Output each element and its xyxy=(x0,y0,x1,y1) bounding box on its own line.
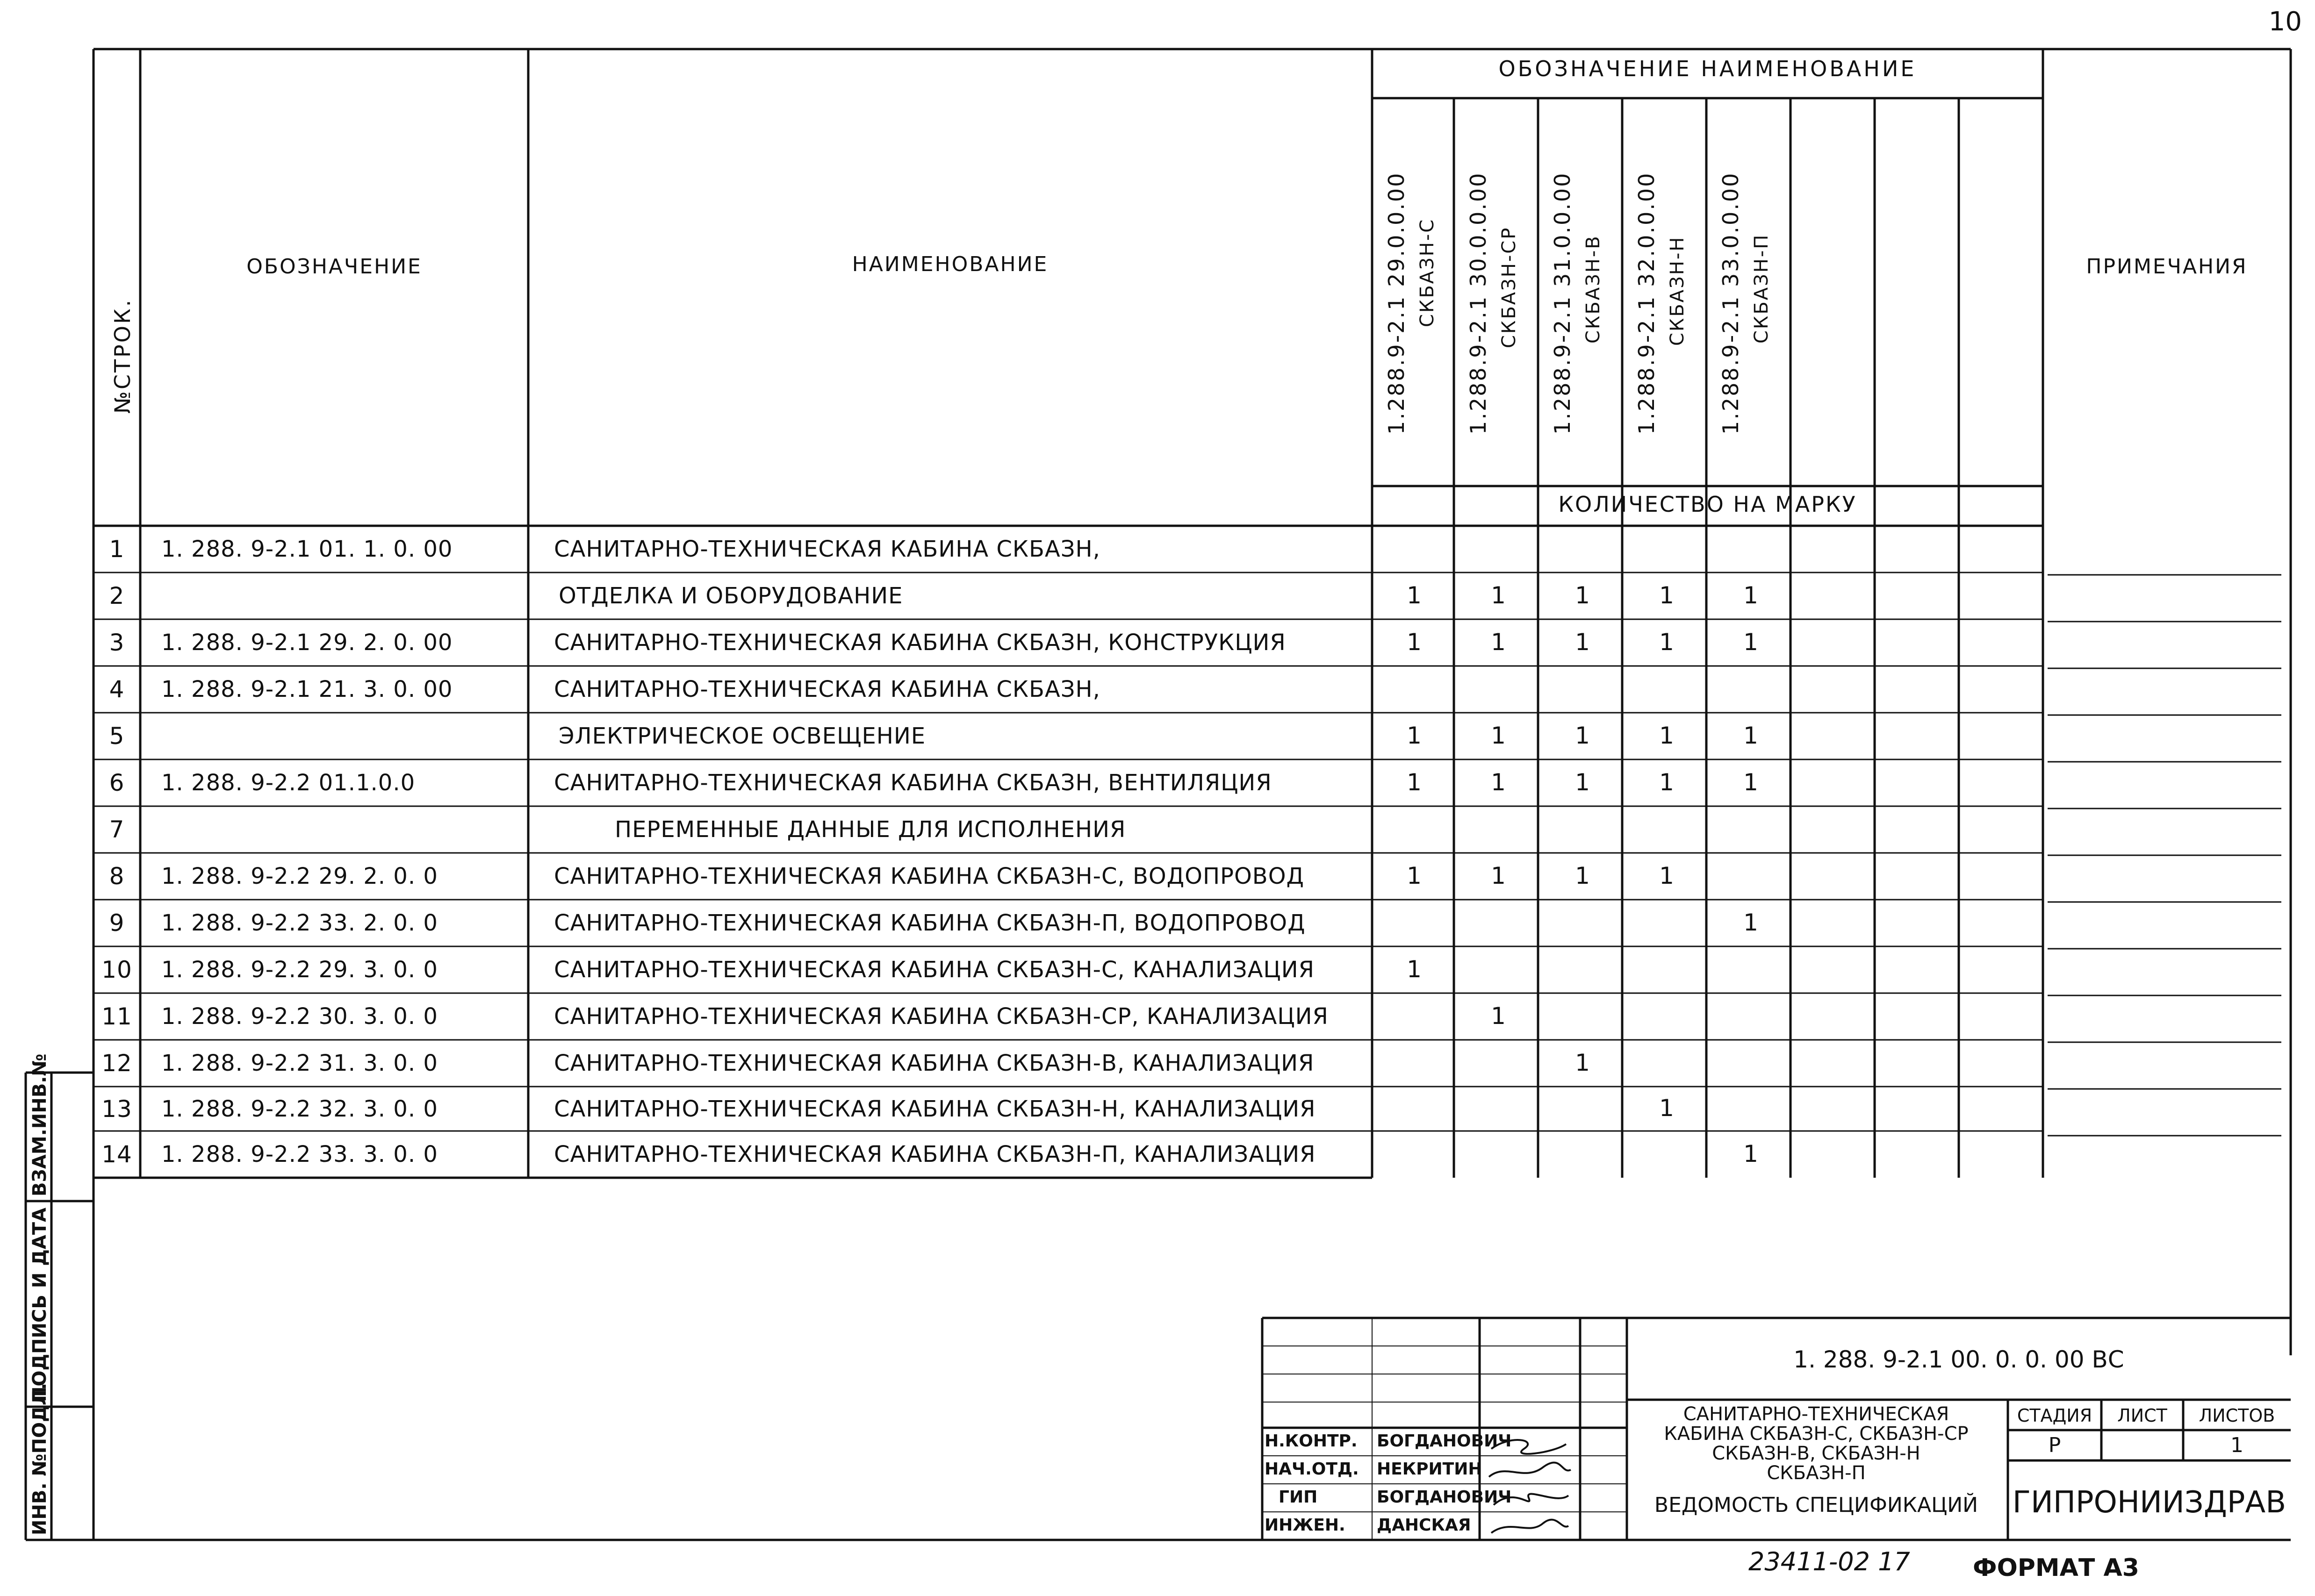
qty-cell: 1 xyxy=(1491,722,1506,749)
row-code: 1. 288. 9-2.2 01.1.0.0 xyxy=(161,770,416,796)
row-name: САНИТАРНО-ТЕХНИЧЕСКАЯ КАБИНА СКБАЗН-СР, КАНАЛИЗАЦИЯ xyxy=(554,1003,1329,1030)
row-number: 5 xyxy=(109,723,125,750)
variant-code: 1.288.9-2.1 30.0.0.00 xyxy=(1466,172,1491,435)
row-name: САНИТАРНО-ТЕХНИЧЕСКАЯ КАБИНА СКБАЗН, КОНСТРУКЦИЯ xyxy=(554,630,1286,656)
qty-cell: 1 xyxy=(1743,582,1758,609)
variant-code: 1.288.9-2.1 33.0.0.00 xyxy=(1718,172,1743,435)
row-code: 1. 288. 9-2.2 33. 3. 0. 0 xyxy=(161,1141,438,1167)
row-name: ЭЛЕКТРИЧЕСКОЕ ОСВЕЩЕНИЕ xyxy=(559,723,926,749)
qty-cell: 1 xyxy=(1575,582,1590,609)
header-name: НАИМЕНОВАНИЕ xyxy=(852,252,1049,276)
row-code: 1. 288. 9-2.2 29. 2. 0. 0 xyxy=(161,863,438,889)
person-name: БОГДАНОВИЧ xyxy=(1377,1488,1512,1507)
description-line: САНИТАРНО-ТЕХНИЧЕСКАЯ xyxy=(1683,1403,1949,1425)
stage-value: Р xyxy=(2048,1433,2061,1457)
row-name: ПЕРЕМЕННЫЕ ДАННЫЕ ДЛЯ ИСПОЛНЕНИЯ xyxy=(615,816,1126,843)
row-number: 10 xyxy=(101,956,132,983)
role-label: ИНЖЕН. xyxy=(1265,1516,1345,1535)
sheets-label: ЛИСТОВ xyxy=(2199,1405,2275,1426)
row-code: 1. 288. 9-2.1 01. 1. 0. 00 xyxy=(161,536,453,562)
stage-label: СТАДИЯ xyxy=(2017,1405,2092,1426)
qty-cell: 1 xyxy=(1407,956,1422,983)
qty-cell: 1 xyxy=(1743,909,1758,936)
person-name: НЕКРИТИН xyxy=(1377,1460,1482,1479)
qty-cell: 1 xyxy=(1407,629,1422,656)
row-name: САНИТАРНО-ТЕХНИЧЕСКАЯ КАБИНА СКБАЗН-П, ВОДОПРОВОД xyxy=(554,910,1306,936)
side-inv-label: ИНВ. №ПОДЛ. xyxy=(29,1382,50,1535)
row-name: САНИТАРНО-ТЕХНИЧЕСКАЯ КАБИНА СКБАЗН-С, КАНАЛИЗАЦИЯ xyxy=(554,957,1315,983)
row-number: 9 xyxy=(109,909,125,937)
row-number: 2 xyxy=(109,582,125,609)
archive-number: 23411-02 17 xyxy=(1748,1547,1910,1576)
qty-cell: 1 xyxy=(1575,1049,1590,1076)
qty-cell: 1 xyxy=(1575,722,1590,749)
description-line: СКБАЗН-П xyxy=(1767,1462,1866,1484)
row-number: 6 xyxy=(109,769,125,796)
qty-cell: 1 xyxy=(1575,629,1590,656)
header-row-number: №СТРОК. xyxy=(110,298,135,414)
qty-cell: 1 xyxy=(1575,862,1590,889)
row-code: 1. 288. 9-2.1 21. 3. 0. 00 xyxy=(161,676,453,702)
variant-code: 1.288.9-2.1 29.0.0.00 xyxy=(1384,172,1409,435)
format-label: ФОРМАТ А3 xyxy=(1973,1554,2139,1582)
variant-name: СКБАЗН-СР xyxy=(1498,226,1520,348)
row-code: 1. 288. 9-2.1 29. 2. 0. 00 xyxy=(161,630,453,656)
header-group: ОБОЗНАЧЕНИЕ НАИМЕНОВАНИЕ xyxy=(1498,56,1917,81)
header-designation: ОБОЗНАЧЕНИЕ xyxy=(246,255,422,279)
qty-cell: 1 xyxy=(1407,722,1422,749)
qty-cell: 1 xyxy=(1659,1095,1674,1122)
row-code: 1. 288. 9-2.2 30. 3. 0. 0 xyxy=(161,1003,438,1030)
qty-cell: 1 xyxy=(1407,862,1422,889)
row-number: 4 xyxy=(109,676,125,703)
row-number: 14 xyxy=(101,1141,132,1168)
row-number: 13 xyxy=(101,1095,132,1123)
qty-cell: 1 xyxy=(1491,629,1506,656)
document-code: 1. 288. 9-2.1 00. 0. 0. 00 ВС xyxy=(1793,1346,2124,1373)
row-code: 1. 288. 9-2.2 33. 2. 0. 0 xyxy=(161,910,438,936)
variant-name: СКБАЗН-С xyxy=(1416,218,1438,327)
qty-cell: 1 xyxy=(1659,862,1674,889)
person-name: БОГДАНОВИЧ xyxy=(1377,1431,1512,1451)
role-label: ГИП xyxy=(1279,1488,1318,1507)
row-number: 1 xyxy=(109,536,125,563)
qty-cell: 1 xyxy=(1407,769,1422,796)
row-code: 1. 288. 9-2.2 32. 3. 0. 0 xyxy=(161,1095,438,1122)
qty-cell: 1 xyxy=(1491,1002,1506,1030)
qty-cell: 1 xyxy=(1659,722,1674,749)
person-name: ДАНСКАЯ xyxy=(1377,1516,1471,1535)
qty-cell: 1 xyxy=(1743,629,1758,656)
row-name: ОТДЕЛКА И ОБОРУДОВАНИЕ xyxy=(559,583,903,609)
variant-name: СКБАЗН-Н xyxy=(1667,236,1688,346)
variant-name: СКБАЗН-П xyxy=(1751,233,1772,344)
sheet-label: ЛИСТ xyxy=(2117,1405,2167,1426)
qty-cell: 1 xyxy=(1743,722,1758,749)
qty-cell: 1 xyxy=(1407,582,1422,609)
description-line: КАБИНА СКБАЗН-С, СКБАЗН-СР xyxy=(1664,1423,1969,1445)
qty-cell: 1 xyxy=(1659,769,1674,796)
row-number: 8 xyxy=(109,863,125,890)
description-line: СКБАЗН-В, СКБАЗН-Н xyxy=(1712,1443,1920,1464)
qty-cell: 1 xyxy=(1575,769,1590,796)
row-name: САНИТАРНО-ТЕХНИЧЕСКАЯ КАБИНА СКБАЗН, xyxy=(554,676,1100,702)
header-notes: ПРИМЕЧАНИЯ xyxy=(2086,255,2248,279)
sheets-value: 1 xyxy=(2230,1433,2243,1457)
row-name: САНИТАРНО-ТЕХНИЧЕСКАЯ КАБИНА СКБАЗН-Н, КАНАЛИЗАЦИЯ xyxy=(554,1095,1316,1122)
qty-cell: 1 xyxy=(1491,582,1506,609)
variant-code: 1.288.9-2.1 31.0.0.00 xyxy=(1550,172,1575,435)
page-number: 10 xyxy=(2268,7,2302,37)
row-name: САНИТАРНО-ТЕХНИЧЕСКАЯ КАБИНА СКБАЗН-П, КАНАЛИЗАЦИЯ xyxy=(554,1141,1316,1167)
row-code: 1. 288. 9-2.2 31. 3. 0. 0 xyxy=(161,1050,438,1076)
row-name: САНИТАРНО-ТЕХНИЧЕСКАЯ КАБИНА СКБАЗН, xyxy=(554,536,1100,562)
qty-cell: 1 xyxy=(1743,769,1758,796)
role-label: НАЧ.ОТД. xyxy=(1265,1460,1359,1479)
role-label: Н.КОНТР. xyxy=(1265,1431,1358,1451)
row-name: САНИТАРНО-ТЕХНИЧЕСКАЯ КАБИНА СКБАЗН, ВЕНТИЛЯЦИЯ xyxy=(554,770,1272,796)
variant-code: 1.288.9-2.1 32.0.0.00 xyxy=(1634,172,1659,435)
row-number: 12 xyxy=(101,1050,132,1077)
qty-cell: 1 xyxy=(1491,862,1506,889)
row-name: САНИТАРНО-ТЕХНИЧЕСКАЯ КАБИНА СКБАЗН-В, КАНАЛИЗАЦИЯ xyxy=(554,1050,1315,1076)
organization: ГИПРОНИИЗДРАВ xyxy=(2012,1485,2286,1520)
row-name: САНИТАРНО-ТЕХНИЧЕСКАЯ КАБИНА СКБАЗН-С, ВОДОПРОВОД xyxy=(554,863,1304,889)
row-number: 7 xyxy=(109,816,125,843)
document-type: ВЕДОМОСТЬ СПЕЦИФИКАЦИЙ xyxy=(1654,1493,1978,1517)
qty-cell: 1 xyxy=(1743,1140,1758,1167)
qty-cell: 1 xyxy=(1659,629,1674,656)
qty-cell: 1 xyxy=(1491,769,1506,796)
header-quantity: КОЛИЧЕСТВО НА МАРКУ xyxy=(1558,492,1857,517)
row-code: 1. 288. 9-2.2 29. 3. 0. 0 xyxy=(161,957,438,983)
variant-name: СКБАЗН-В xyxy=(1582,235,1604,344)
row-number: 3 xyxy=(109,629,125,656)
side-sign-label: ПОДПИСЬ И ДАТА xyxy=(29,1207,50,1402)
qty-cell: 1 xyxy=(1659,582,1674,609)
side-vzam-label: ВЗАМ.ИНВ.№ xyxy=(29,1053,50,1196)
row-number: 11 xyxy=(101,1003,132,1030)
signatures xyxy=(1482,1430,1578,1540)
